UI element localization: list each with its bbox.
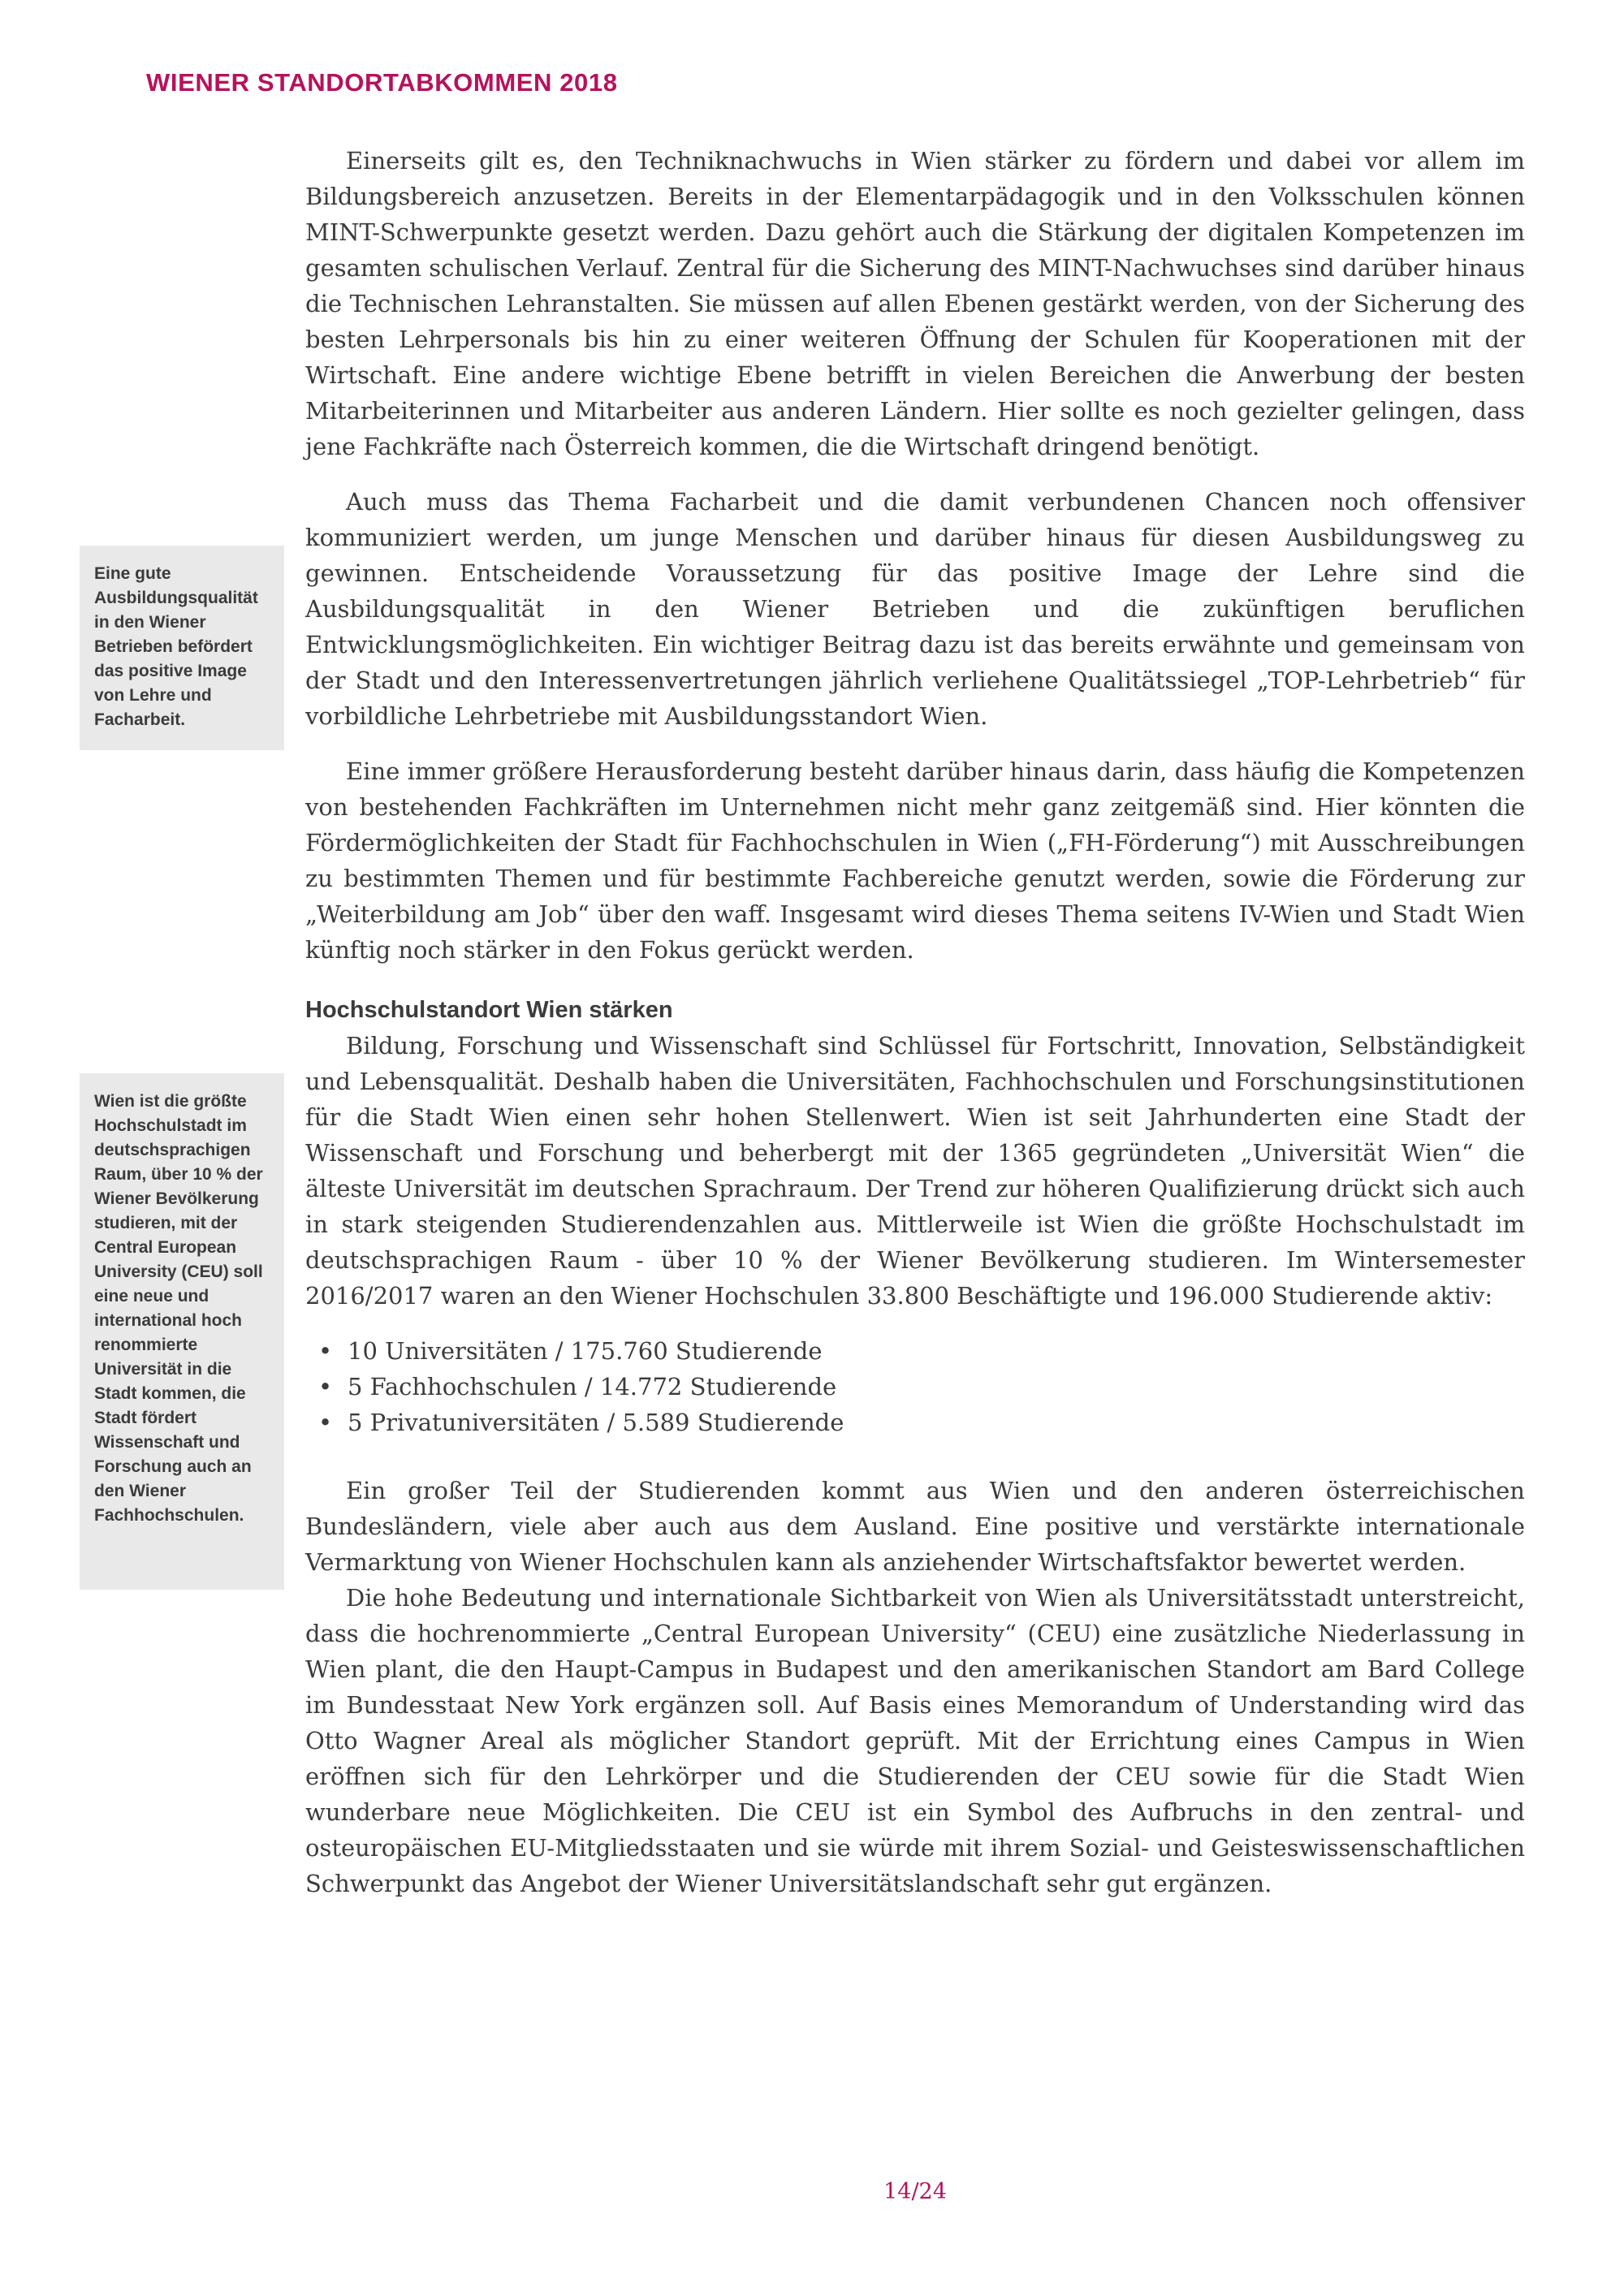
bullet-text: 10 Universitäten / 175.760 Studierende <box>348 1337 823 1365</box>
sidebar-note <box>80 1073 284 1590</box>
bullet-icon: • <box>318 1409 333 1436</box>
body-paragraph: Einerseits gilt es, den Techniknachwuchs in Wien stärker zu fördern und dabei vor allem im Bildungsbereich anzusetzen. Bereits in der Elementarpädagogik und in den Volksschulen können MINT-Schwerpunkte gesetzt werden. Dazu gehört auch die Stärkung der digitalen Kompetenzen im gesamten schulischen Verlauf. Zentral für die Sicherung des MINT-Nachwuchses sind darüber hinaus die Technischen Lehranstalten. Sie müssen auf allen Ebenen gestärkt werden, von der Sicherung des besten Lehrpersonals bis hin zu einer weiteren Öffnung der Schulen für Kooperationen mit der Wirtschaft. Eine andere wichtige Ebene betrifft in vielen Bereichen die Anwerbung der besten Mitarbeiterinnen und Mitarbeiter aus anderen Ländern. Hier sollte es noch gezielter gelingen, dass jene Fachkräfte nach Österreich kommen, die die Wirtschaft dringend benötigt. <box>305 147 1525 460</box>
page-number: 14/24 <box>883 2179 947 2204</box>
bullet-text: 5 Privatuniversitäten / 5.589 Studierende <box>348 1409 844 1436</box>
bullet-text: 5 Fachhochschulen / 14.772 Studierende <box>348 1373 837 1400</box>
body-paragraph: Auch muss das Thema Facharbeit und die damit verbundenen Chancen noch offensiver kommuniziert werden, um junge Menschen und darüber hinaus für diesen Ausbildungsweg zu gewinnen. Entscheidende Voraussetzung für das positive Image der Lehre sind die Ausbildungsqualität in den Wiener Betrieben und die zukünftigen beruflichen Entwicklungsmöglichkeiten. Ein wichtiger Beitrag dazu ist das bereits erwähnte und gemeinsam von der Stadt und den Interessenvertretungen jährlich verliehene Qualitätssiegel „TOP-Lehrbetrieb“ für vorbildliche Lehrbetriebe mit Ausbildungsstandort Wien. <box>305 488 1525 730</box>
main-text-column <box>305 143 1525 1921</box>
bullet-item <box>305 1333 1525 1369</box>
bullet-list <box>305 1333 1525 1440</box>
sidebar-note-text: Wien ist die größte Hochschulstadt im deutschsprachigen Raum, über 10 % der Wiener Bevölkerung studieren, mit der Central European University (CEU) soll eine neue und international hoch renommierte Universität in die Stadt kommen, die Stadt fördert Wissenschaft und Forschung auch an den Wiener Fachhochschulen. <box>94 1092 263 1525</box>
sidebar-note <box>80 546 284 750</box>
bullet-icon: • <box>318 1337 333 1365</box>
document-header-title: WIENER STANDORTABKOMMEN 2018 <box>146 68 618 97</box>
body-paragraph: Ein großer Teil der Studierenden kommt aus Wien und den anderen österreichischen Bundesländern, viele aber auch aus dem Ausland. Eine positive und verstärkte internationale Vermarktung von Wiener Hochschulen kann als anziehender Wirtschaftsfaktor bewertet werden. <box>305 1477 1525 1576</box>
sidebar-note-text: Eine gute Ausbildungsqualität in den Wiener Betrieben befördert das positive Image von Lehre und Facharbeit. <box>94 564 258 729</box>
bullet-item <box>305 1369 1525 1405</box>
body-paragraph: Eine immer größere Herausforderung besteht darüber hinaus darin, dass häufig die Kompetenzen von bestehenden Fachkräften im Unternehmen nicht mehr ganz zeitgemäß sind. Hier könnten die Fördermöglichkeiten der Stadt für Fachhochschulen in Wien („FH-Förderung“) mit Ausschreibungen zu bestimmten Themen und für bestimmte Fachbereiche genutzt werden, sowie die Förderung zur „Weiterbildung am Job“ über den waff. Insgesamt wird dieses Thema seitens IV-Wien und Stadt Wien künftig noch stärker in den Fokus gerückt werden. <box>305 757 1525 964</box>
body-paragraph: Bildung, Forschung und Wissenschaft sind Schlüssel für Fortschritt, Innovation, Selbständigkeit und Lebensqualität. Deshalb haben die Universitäten, Fachhochschulen und Forschungsinstitutionen für die Stadt Wien einen sehr hohen Stellenwert. Wien ist seit Jahrhunderten eine Stadt der Wissenschaft und Forschung und beherbergt mit der 1365 gegründeten „Universität Wien“ die älteste Universität im deutschen Sprachraum. Der Trend zur höheren Qualifizierung drückt sich auch in stark steigenden Studierendenzahlen aus. Mittlerweile ist Wien die größte Hochschulstadt im deutschsprachigen Raum - über 10 % der Wiener Bevölkerung studieren. Im Wintersemester 2016/2017 waren an den Wiener Hochschulen 33.800 Beschäftigte und 196.000 Studierende aktiv: <box>305 1032 1525 1310</box>
bullet-icon: • <box>318 1373 333 1400</box>
section-heading: Hochschulstandort Wien stärken <box>305 997 673 1023</box>
bullet-item <box>305 1405 1525 1440</box>
body-paragraph: Die hohe Bedeutung und internationale Sichtbarkeit von Wien als Universitätsstadt unterstreicht, dass die hochrenommierte „Central European University“ (CEU) eine zusätzliche Niederlassung in Wien plant, die den Haupt-Campus in Budapest und den amerikanischen Standort am Bard College im Bundesstaat New York ergänzen soll. Auf Basis eines Memorandum of Understanding wird das Otto Wagner Areal als möglicher Standort geprüft. Mit der Errichtung eines Campus in Wien eröffnen sich für den Lehrkörper und die Studierenden der CEU sowie für die Stadt Wien wunderbare neue Möglichkeiten. Die CEU ist ein Symbol des Aufbruchs in den zentral- und osteuropäischen EU-Mitgliedsstaaten und sie würde mit ihrem Sozial- und Geisteswissenschaftlichen Schwerpunkt das Angebot der Wiener Universitätslandschaft sehr gut ergänzen. <box>305 1584 1525 1897</box>
